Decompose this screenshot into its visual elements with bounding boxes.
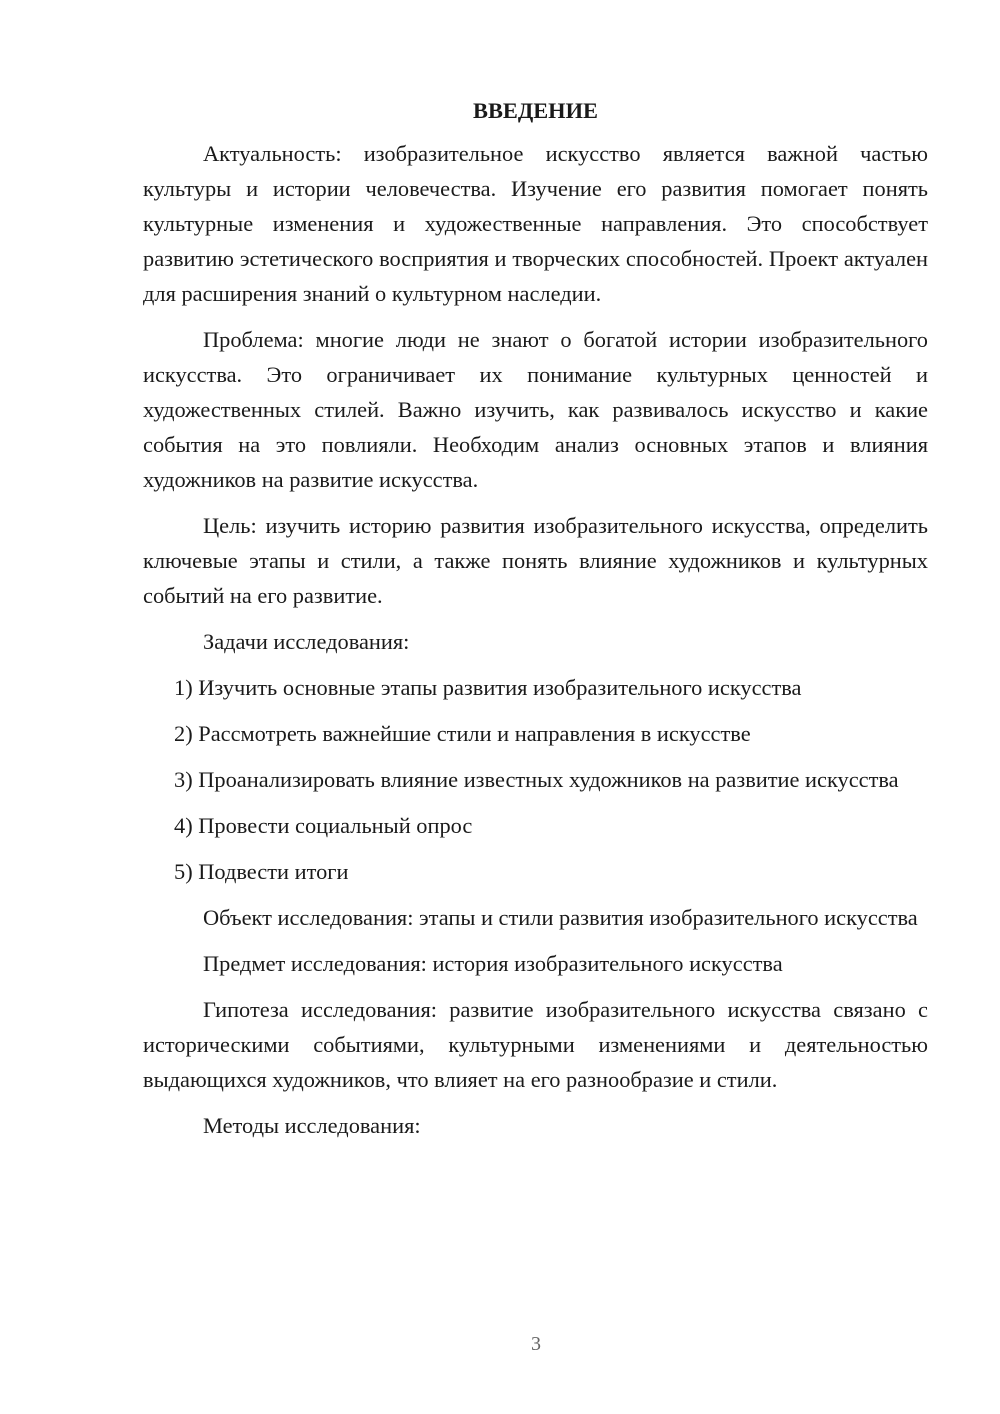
section-title: ВВЕДЕНИЕ <box>473 98 598 123</box>
subject-paragraph: Предмет исследования: история изобразительного искусства <box>203 951 783 976</box>
problem-paragraph: Проблема: многие люди не знают о богатой истории изобразительного искусства. Это ограничивает их понимание культурных ценностей и художественных стилей. Важно изучить, как развивалось искусство и какие события на это повлияли. Необходим анализ основных этапов и влияния художников на развитие искусства. <box>143 327 928 492</box>
task-item: 1) Изучить основные этапы развития изобразительного искусства <box>174 675 802 700</box>
goal-paragraph: Цель: изучить историю развития изобразительного искусства, определить ключевые этапы и стили, а также понять влияние художников и культурных событий на его развитие. <box>143 513 928 608</box>
methods-heading: Методы исследования: <box>203 1113 421 1138</box>
task-item: 3) Проанализировать влияние известных художников на развитие искусства <box>174 767 899 792</box>
page-number: 3 <box>531 1333 541 1355</box>
tasks-heading: Задачи исследования: <box>203 629 410 654</box>
relevance-paragraph: Актуальность: изобразительное искусство является важной частью культуры и истории человечества. Изучение его развития помогает понять культурные изменения и художественные направления. Это способствует развитию эстетического восприятия и творческих способностей. Проект актуален для расширения знаний о культурном наследии. <box>143 141 928 306</box>
task-item: 5) Подвести итоги <box>174 859 349 884</box>
document-page <box>143 96 928 1154</box>
task-item: 2) Рассмотреть важнейшие стили и направления в искусстве <box>174 721 751 746</box>
task-item: 4) Провести социальный опрос <box>174 813 473 838</box>
object-paragraph: Объект исследования: этапы и стили развития изобразительного искусства <box>203 905 918 930</box>
hypothesis-paragraph: Гипотеза исследования: развитие изобразительного искусства связано с историческими событиями, культурными изменениями и деятельностью выдающихся художников, что влияет на его разнообразие и стили. <box>143 997 928 1092</box>
